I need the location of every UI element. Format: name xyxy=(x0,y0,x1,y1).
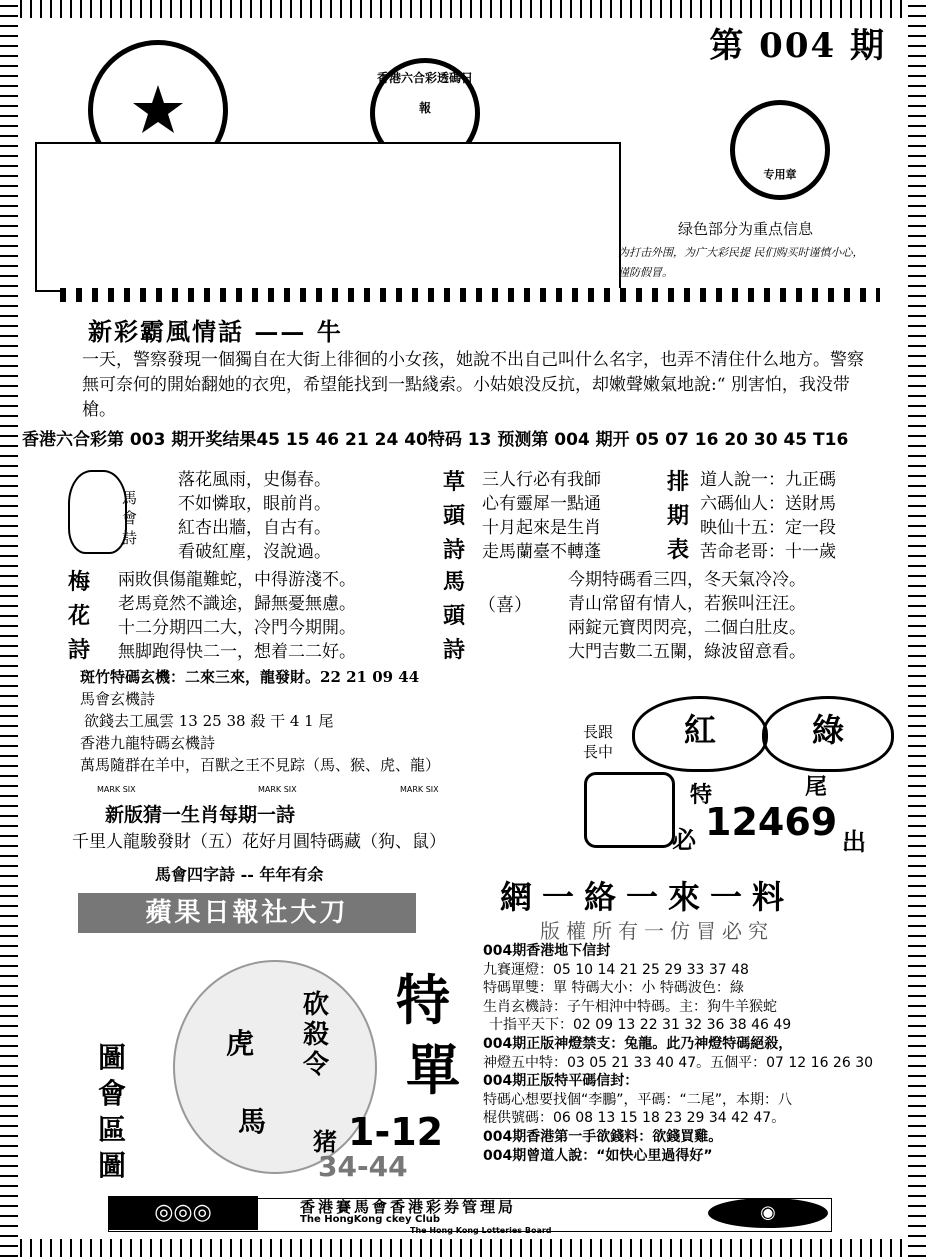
list-item: 十指平天下：02 09 13 22 31 32 36 38 46 49 xyxy=(489,1017,792,1034)
lotteries-logo-icon: ◉ xyxy=(708,1198,828,1228)
poem-line: 看破紅塵，沒說過。 xyxy=(178,542,331,562)
list-item: 神燈五中特：03 05 21 33 40 47。五個平：07 12 16 26 30 xyxy=(483,1054,874,1071)
horse-head-poem-tag: （喜） xyxy=(478,595,532,616)
poem-line: 大門吉數二五闌，綠波留意看。 xyxy=(568,642,806,662)
label-char: 馬 xyxy=(442,569,465,595)
poem-line: 六碼仙人：送財馬 xyxy=(700,494,836,514)
seal-right-text: 专用章 xyxy=(763,168,797,181)
list-item: 004期香港地下信封 xyxy=(483,943,611,959)
handwritten-note: 为打击外围，为广大彩民提 民们购买时谨慎小心，谨防假冒。 xyxy=(618,246,864,279)
poem-line: 老馬竟然不識途，歸無憂無慮。 xyxy=(118,594,356,614)
label-char: 詩 xyxy=(442,537,465,563)
list-item: 004期香港第一手欲錢料：欲錢買雞。 xyxy=(483,1128,723,1145)
poem-line: 紅杏出牆，自古有。 xyxy=(178,518,331,538)
list-item: 004期正版特平碼信封： xyxy=(483,1073,639,1090)
grass-poem-label xyxy=(441,465,467,567)
pai-poem xyxy=(700,468,836,564)
poem-line: 苦命老哥：十一歲 xyxy=(700,542,836,562)
poem-line: 青山常留有情人，若猴叫汪汪。 xyxy=(568,594,806,614)
decorative-band xyxy=(60,288,880,302)
marksix-logo: MARK SIX xyxy=(258,785,297,794)
green-note: 绿色部分为重点信息 xyxy=(678,220,814,238)
list-item: 特碼單雙：單 特碼大小：小 特碼波色：綠 xyxy=(483,980,744,997)
poem-line: 十月起來是生肖 xyxy=(482,518,601,538)
result-line: 香港六合彩第 003 期开奖结果45 15 46 21 24 40特码 13 预测第 004 期开 05 07 16 20 30 45 T16 xyxy=(22,430,849,450)
mystic-line: 欲錢去工風雲 13 25 38 殺 干 4 1 尾 xyxy=(84,712,334,730)
marksix-logo: MARK SIX xyxy=(97,785,136,794)
poem-line: 兩錠元寶閃閃亮，二個白肚皮。 xyxy=(568,618,806,638)
network-title: 網一絡一來一料 xyxy=(500,878,795,916)
poem-line: 映仙十五：定一段 xyxy=(700,518,836,538)
horse-head-poem-label xyxy=(441,565,467,667)
page-border-top xyxy=(0,0,926,18)
side-char: 會 xyxy=(98,1077,127,1110)
side-char-column xyxy=(98,1040,126,1184)
poem-line: 十二分期四二大，冷門今期開。 xyxy=(118,618,356,638)
footer-en2: The Hong Kong Lotteries Board xyxy=(410,1226,552,1235)
horse-image xyxy=(68,470,127,554)
mystic-line: 萬馬隨群在羊中，百獸之王不見踪（馬、猴、虎、龍） xyxy=(80,756,441,774)
poem-line: 兩敗俱傷龍難蛇，中得游淺不。 xyxy=(118,570,356,590)
range-label: 1-12 xyxy=(348,1110,444,1154)
poem-line: 三人行必有我師 xyxy=(482,470,601,490)
mystic-line: 斑竹特碼玄機：二來三來，龍發財。22 21 09 44 xyxy=(80,668,420,686)
pig-label: 猪 xyxy=(313,1127,337,1156)
label-char: 頭 xyxy=(442,503,465,529)
list-item: 004期正版神燈禁支：兔龍。此乃神燈特碼絕殺， xyxy=(483,1035,793,1052)
horse-head-poem xyxy=(568,568,806,664)
wei-label: 尾 xyxy=(805,774,828,800)
poem-line: 今期特碼看三四，冬天氣冷冷。 xyxy=(568,570,806,590)
label-char: 花 xyxy=(67,603,90,629)
label-char: 詩 xyxy=(67,637,90,663)
label-char: 會 xyxy=(122,509,138,527)
side-char: 區 xyxy=(98,1113,127,1146)
plum-poem xyxy=(118,568,356,664)
mystic-line: 香港九龍特碼玄機詩 xyxy=(80,734,216,752)
green-heart-badge xyxy=(762,696,894,772)
grass-poem xyxy=(482,468,601,564)
label-char: 草 xyxy=(442,469,465,495)
poem-line: 心有靈犀一點通 xyxy=(482,494,601,514)
label-char: 頭 xyxy=(442,603,465,629)
footer-cn: 香港賽馬會香港彩券管理局 xyxy=(300,1198,517,1216)
marksix-logo: MARK SIX xyxy=(400,785,439,794)
label-char: 馬 xyxy=(122,489,138,507)
zodiac-line: 千里人龍駿發財（五）花好月圓特碼藏（狗、鼠） xyxy=(72,832,446,852)
green-label: 綠 xyxy=(811,711,844,749)
red-label: 紅 xyxy=(683,711,716,749)
poem-line: 落花風雨，史傷春。 xyxy=(178,470,331,490)
hkjc-logo-icon: ◎◎◎ xyxy=(108,1196,258,1230)
label-char: 梅 xyxy=(67,569,90,595)
four-char-poem: 馬會四字詩 -- 年年有余 xyxy=(155,865,324,884)
mystic-block xyxy=(80,666,440,776)
list-item: 特碼心想要找個“李鵬”，平碼：“二尾”，本期：八 xyxy=(483,1091,793,1108)
seal-text: 香港六合彩透碼日報 xyxy=(376,71,473,115)
story-text: 一天，警察發現一個獨自在大街上徘徊的小女孩，她說不出自己叫什么名字，也弄不清住什么地方。警察無可奈何的開始翻她的衣兜，希望能找到一點綫索。小姑娘没反抗，却嫩聲嫩氣地說:“ 別害怕，我没带槍。 xyxy=(82,350,864,420)
red-heart-badge xyxy=(632,696,768,772)
label-char: 詩 xyxy=(122,529,138,547)
page-border-left xyxy=(0,0,18,1257)
page-border-bottom xyxy=(0,1239,926,1257)
long-hit: 長中 xyxy=(583,743,614,761)
horse-poem-label xyxy=(122,488,142,548)
tiger-label: 虎 xyxy=(226,1027,255,1060)
footer-en: The HongKong ckey Club xyxy=(300,1214,441,1225)
label-char: 詩 xyxy=(442,637,465,663)
zodiac-title: 新版猜一生肖每期一詩 xyxy=(105,804,296,826)
long-follow: 長跟 xyxy=(583,723,614,741)
dan-big-label: 單 xyxy=(406,1038,460,1102)
poem-line: 不如憐取，眼前肖。 xyxy=(178,494,331,514)
kill-circle xyxy=(173,960,377,1174)
te-big-label: 特 xyxy=(396,968,450,1032)
issue-number: 第 004 期 xyxy=(709,26,886,66)
side-char: 圖 xyxy=(98,1041,127,1074)
masked-banner xyxy=(35,142,621,292)
poem-line: 走馬蘭臺不轉蓬 xyxy=(482,542,601,562)
kill-box xyxy=(78,950,478,1182)
plum-poem-label xyxy=(66,565,92,667)
seal-stamp-right xyxy=(730,100,830,200)
nums-label: 34-44 xyxy=(318,1150,408,1183)
chu-label: 出 xyxy=(842,827,866,856)
mystic-line: 馬會玄機詩 xyxy=(80,690,156,708)
list-item: 棍供號碼：06 08 13 15 18 23 29 34 42 47。 xyxy=(483,1110,786,1127)
poem-line: 無脚跑得快二一，想着二二好。 xyxy=(118,642,356,662)
side-char: 圖 xyxy=(98,1149,127,1182)
horse-poem xyxy=(178,468,331,564)
label-char: 期 xyxy=(666,503,689,529)
bi-label: 必 xyxy=(672,825,696,854)
label-char: 表 xyxy=(666,537,689,563)
page-border-right xyxy=(908,0,926,1257)
horse-label: 馬 xyxy=(238,1105,267,1138)
fist-money-icon xyxy=(584,772,675,848)
pai-poem-label xyxy=(665,465,691,567)
poem-line: 道人說一：九正碼 xyxy=(700,470,836,490)
label-char: 排 xyxy=(666,469,689,495)
list-item: 004期曾道人說：“如快心里過得好” xyxy=(483,1147,713,1164)
story-title: 新彩霸風情話 —— 牛 xyxy=(88,317,343,346)
apple-daily-banner: 蘋果日報社大刀 xyxy=(78,893,416,933)
long-follow-label xyxy=(583,722,613,762)
te-label: 特 xyxy=(690,782,713,808)
info-list xyxy=(483,942,908,1165)
marksix-strip xyxy=(75,781,535,799)
list-item: 九賽運燈：05 10 14 21 25 29 33 37 48 xyxy=(483,961,749,978)
network-subtitle: 版權所有一仿冒必究 xyxy=(540,919,774,943)
tail-number: 12469 xyxy=(705,800,838,844)
list-item: 生肖玄機詩：子午相沖中特碼。主：狗牛羊猴蛇 xyxy=(483,998,777,1015)
kill-label: 砍殺令 xyxy=(303,990,330,1080)
